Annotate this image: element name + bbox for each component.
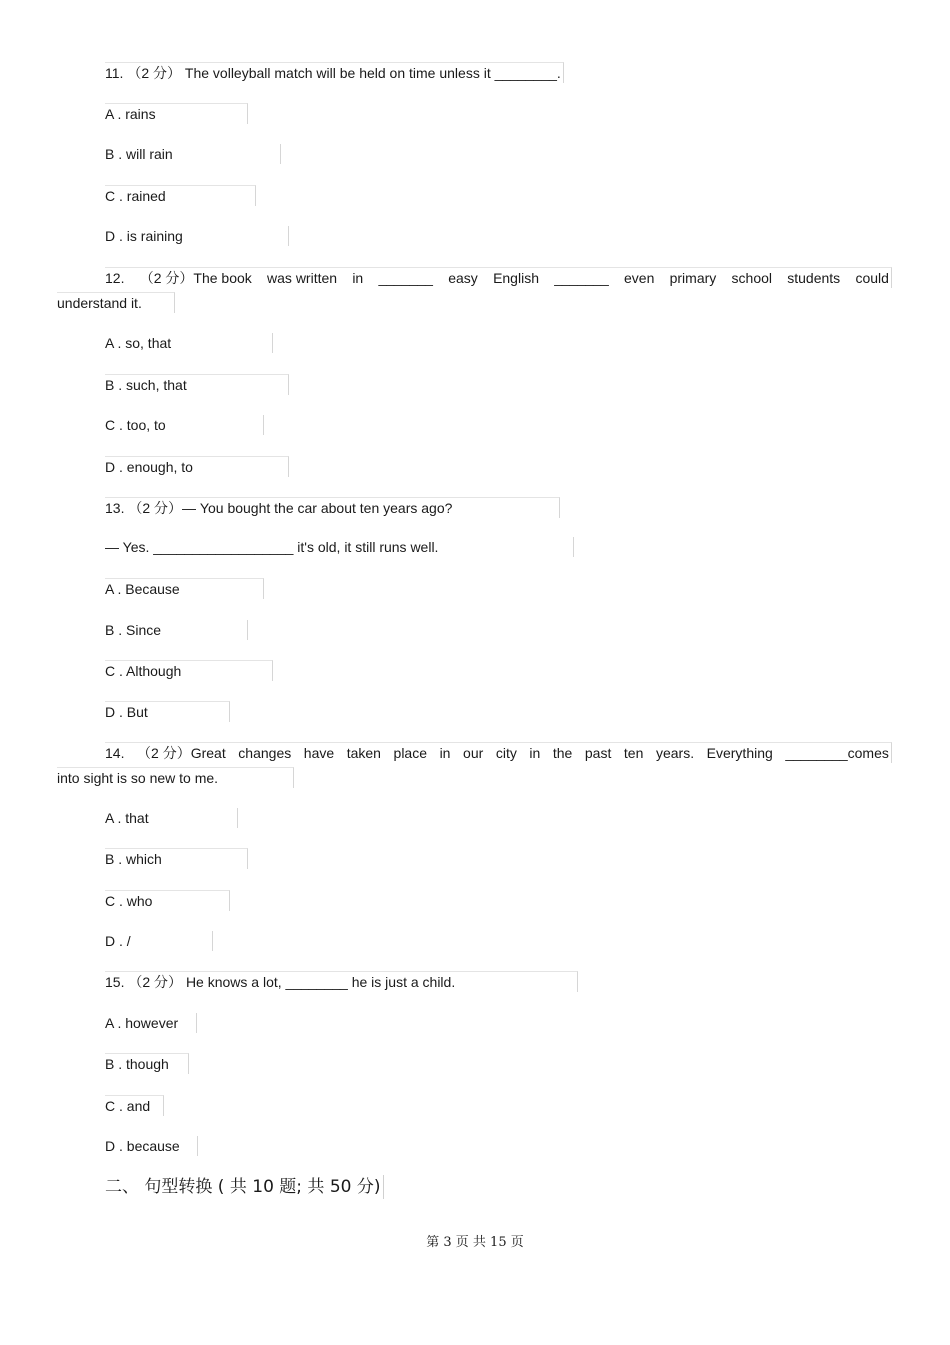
question-points: （2 分） [128,500,183,516]
question-number: 13. [105,500,125,516]
stem-word: 14. [105,745,125,761]
question-14-stem-cont: into sight is so new to me. [57,767,294,788]
stem-word: in [352,270,364,286]
question-points: （2 分） [127,65,182,81]
stem-word: English [493,270,539,286]
option-b: B . which [105,848,248,869]
stem-word: （2 分）The book [139,270,252,286]
option-d: D . / [105,931,213,951]
stem-word: city [495,745,517,761]
option-b: B . will rain [105,144,281,164]
option-c: C . Although [105,660,273,681]
option-d: D . enough, to [105,456,289,477]
page-footer: 第 3 页 共 15 页 [426,1235,524,1250]
option-a: A . that [105,808,238,828]
question-15-stem [105,971,578,992]
option-a: A . rains [105,103,248,124]
option-c: C . who [105,890,230,911]
question-text: He knows a lot, ________ he is just a child. [185,974,456,990]
stem-word: school [731,270,772,286]
option-a: A . however [105,1013,197,1033]
stem-word: students [787,270,841,286]
question-14-stem [105,742,892,763]
option-a: A . Because [105,578,264,599]
stem-word: was written [267,270,338,286]
stem-word: ________comes [785,745,889,761]
question-13-stem [105,497,560,518]
section-heading: 二、 句型转换 ( 共 10 题; 共 50 分) [105,1175,384,1199]
question-12-stem [105,267,892,288]
question-points: （2 分） [128,974,183,990]
option-c: C . and [105,1095,164,1116]
question-number: 15. [105,974,125,990]
option-d: D . But [105,701,230,722]
stem-word: Everything [706,745,773,761]
stem-word: easy [448,270,478,286]
stem-word: have [303,745,335,761]
stem-word: the [552,745,573,761]
stem-word: years. [655,745,695,761]
stem-word: _______ [378,270,433,286]
option-d: D . because [105,1136,198,1156]
stem-word: 12. [105,270,125,286]
question-text: — You bought the car about ten years ago? [182,500,453,516]
option-c: C . too, to [105,415,264,435]
question-12-stem-cont: understand it. [57,292,175,313]
stem-word: in [529,745,541,761]
option-b: B . though [105,1053,189,1074]
stem-word: （2 分）Great [137,745,226,761]
stem-word: place [393,745,427,761]
question-number: 11. [105,65,124,81]
stem-word: primary [669,270,717,286]
option-b: B . such, that [105,374,289,395]
option-d: D . is raining [105,226,289,246]
stem-word: changes [238,745,292,761]
stem-word: ten [623,745,644,761]
stem-word: taken [346,745,381,761]
option-a: A . so, that [105,333,273,353]
question-11-stem [105,62,564,83]
option-b: B . Since [105,620,248,640]
stem-word: our [463,745,484,761]
stem-word: past [584,745,612,761]
stem-word: even [624,270,655,286]
option-c: C . rained [105,185,256,206]
stem-word: could [855,270,889,286]
question-text: The volleyball match will be held on time unless it ________. [184,65,561,81]
question-13-stem-2: — Yes. __________________ it's old, it still runs well. [105,537,574,557]
stem-word: in [439,745,451,761]
stem-word: _______ [554,270,609,286]
